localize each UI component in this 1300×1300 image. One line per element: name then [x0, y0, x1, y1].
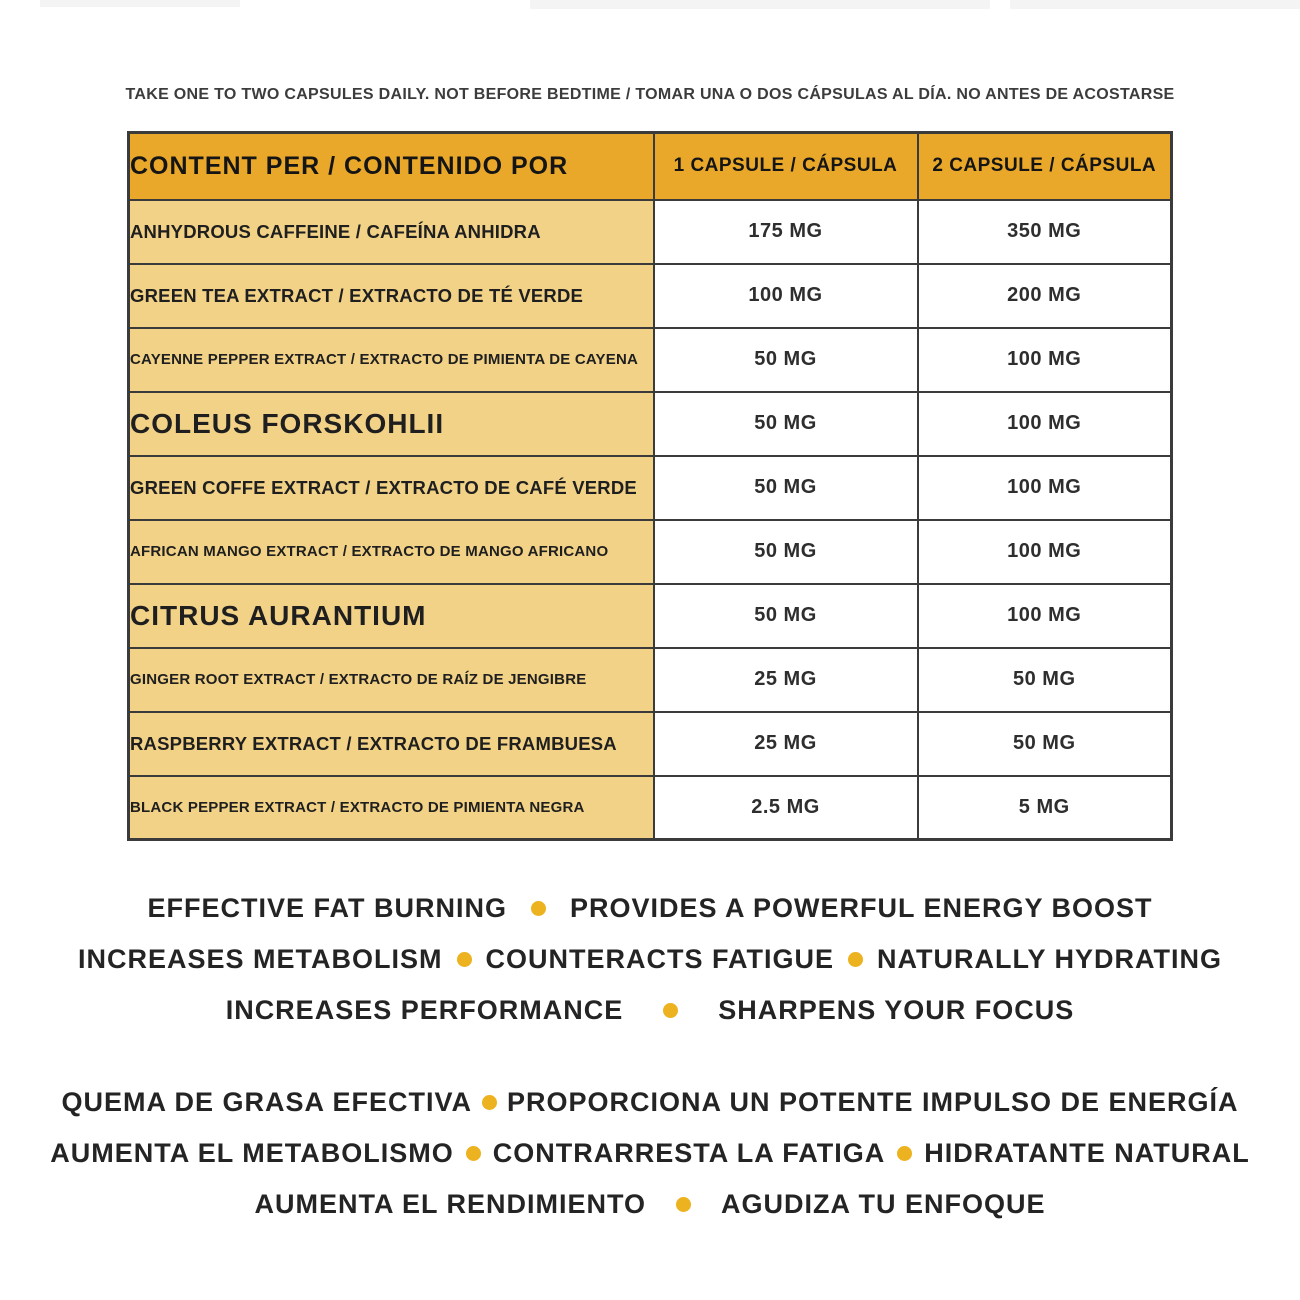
benefits-list-spanish [0, 1086, 1300, 1239]
capsule1-value-cell: 50 MG [654, 584, 918, 648]
bullet-dot-icon [482, 1095, 497, 1110]
benefit-text: AGUDIZA TU ENFOQUE [721, 1188, 1046, 1219]
capsule2-value-cell: 100 MG [918, 584, 1172, 648]
benefit-line [61, 1086, 1238, 1118]
capsule2-value-cell: 100 MG [918, 456, 1172, 520]
table-row [129, 712, 1172, 776]
ingredient-cell: GREEN COFFE EXTRACT / EXTRACTO DE CAFÉ VERDE [129, 456, 654, 520]
benefit-line [254, 1188, 1045, 1220]
top-crop-artifact [40, 0, 240, 7]
table-row [129, 328, 1172, 392]
table-header-row [129, 133, 1172, 200]
ingredient-cell: COLEUS FORSKOHLII [129, 392, 654, 456]
benefit-text: COUNTERACTS FATIGUE [485, 943, 834, 974]
capsule2-value-cell: 100 MG [918, 328, 1172, 392]
benefit-text: EFFECTIVE FAT BURNING [147, 892, 507, 923]
bullet-dot-icon [457, 952, 472, 967]
benefit-text: NATURALLY HYDRATING [877, 943, 1223, 974]
nutrition-content-table [127, 131, 1173, 841]
capsule1-value-cell: 25 MG [654, 648, 918, 712]
capsule2-value-cell: 50 MG [918, 712, 1172, 776]
bullet-dot-icon [663, 1003, 678, 1018]
capsule1-value-cell: 50 MG [654, 520, 918, 584]
capsule1-value-cell: 50 MG [654, 392, 918, 456]
benefit-text: HIDRATANTE NATURAL [924, 1137, 1250, 1168]
benefit-text: PROVIDES A POWERFUL ENERGY BOOST [569, 892, 1153, 923]
capsule1-value-cell: 2.5 MG [654, 776, 918, 840]
bullet-dot-icon [531, 901, 546, 916]
capsule1-value-cell: 175 MG [654, 200, 918, 264]
column-header-1-capsule: 1 CAPSULE / CÁPSULA [654, 133, 918, 200]
capsule1-value-cell: 50 MG [654, 456, 918, 520]
table-row [129, 776, 1172, 840]
capsule1-value-cell: 50 MG [654, 328, 918, 392]
capsule2-value-cell: 100 MG [918, 392, 1172, 456]
table-row [129, 264, 1172, 328]
benefit-text: SHARPENS YOUR FOCUS [718, 994, 1075, 1025]
capsule2-value-cell: 350 MG [918, 200, 1172, 264]
ingredient-cell: CITRUS AURANTIUM [129, 584, 654, 648]
benefit-line [147, 892, 1152, 924]
top-crop-artifact [530, 0, 990, 9]
table-row [129, 648, 1172, 712]
bullet-dot-icon [676, 1197, 691, 1212]
ingredient-cell: RASPBERRY EXTRACT / EXTRACTO DE FRAMBUESA [129, 712, 654, 776]
capsule2-value-cell: 50 MG [918, 648, 1172, 712]
table-row [129, 520, 1172, 584]
benefit-line [50, 1137, 1249, 1169]
benefits-list-english [0, 892, 1300, 1045]
bullet-dot-icon [466, 1146, 481, 1161]
ingredient-cell: GINGER ROOT EXTRACT / EXTRACTO DE RAÍZ DE JENGIBRE [129, 648, 654, 712]
capsule1-value-cell: 100 MG [654, 264, 918, 328]
benefit-text: AUMENTA EL RENDIMIENTO [254, 1188, 646, 1219]
table-row [129, 392, 1172, 456]
column-header-content: CONTENT PER / CONTENIDO POR [129, 133, 654, 200]
benefit-text: INCREASES PERFORMANCE [225, 994, 624, 1025]
top-crop-artifact [1010, 0, 1300, 9]
ingredient-cell: GREEN TEA EXTRACT / EXTRACTO DE TÉ VERDE [129, 264, 654, 328]
benefit-text: QUEMA DE GRASA EFECTIVA [61, 1086, 472, 1117]
bullet-dot-icon [848, 952, 863, 967]
benefit-text: CONTRARRESTA LA FATIGA [492, 1137, 886, 1168]
capsule2-value-cell: 200 MG [918, 264, 1172, 328]
ingredient-cell: ANHYDROUS CAFFEINE / CAFEÍNA ANHIDRA [129, 200, 654, 264]
benefit-text: AUMENTA EL METABOLISMO [50, 1137, 454, 1168]
ingredient-cell: BLACK PEPPER EXTRACT / EXTRACTO DE PIMIENTA NEGRA [129, 776, 654, 840]
benefit-line [78, 943, 1222, 975]
bullet-dot-icon [897, 1146, 912, 1161]
capsule1-value-cell: 25 MG [654, 712, 918, 776]
ingredient-cell: AFRICAN MANGO EXTRACT / EXTRACTO DE MANGO AFRICANO [129, 520, 654, 584]
ingredient-cell: CAYENNE PEPPER EXTRACT / EXTRACTO DE PIMIENTA DE CAYENA [129, 328, 654, 392]
capsule2-value-cell: 5 MG [918, 776, 1172, 840]
column-header-2-capsule: 2 CAPSULE / CÁPSULA [918, 133, 1172, 200]
benefit-text: PROPORCIONA UN POTENTE IMPULSO DE ENERGÍA [506, 1086, 1239, 1117]
benefit-line [226, 994, 1075, 1026]
table-row [129, 584, 1172, 648]
capsule2-value-cell: 100 MG [918, 520, 1172, 584]
table-row [129, 456, 1172, 520]
table-row [129, 200, 1172, 264]
benefit-text: INCREASES METABOLISM [77, 943, 443, 974]
dosage-instruction-text: TAKE ONE TO TWO CAPSULES DAILY. NOT BEFORE BEDTIME / TOMAR UNA O DOS CÁPSULAS AL DÍA. NO ANTES DE ACOSTARSE [125, 86, 1175, 103]
